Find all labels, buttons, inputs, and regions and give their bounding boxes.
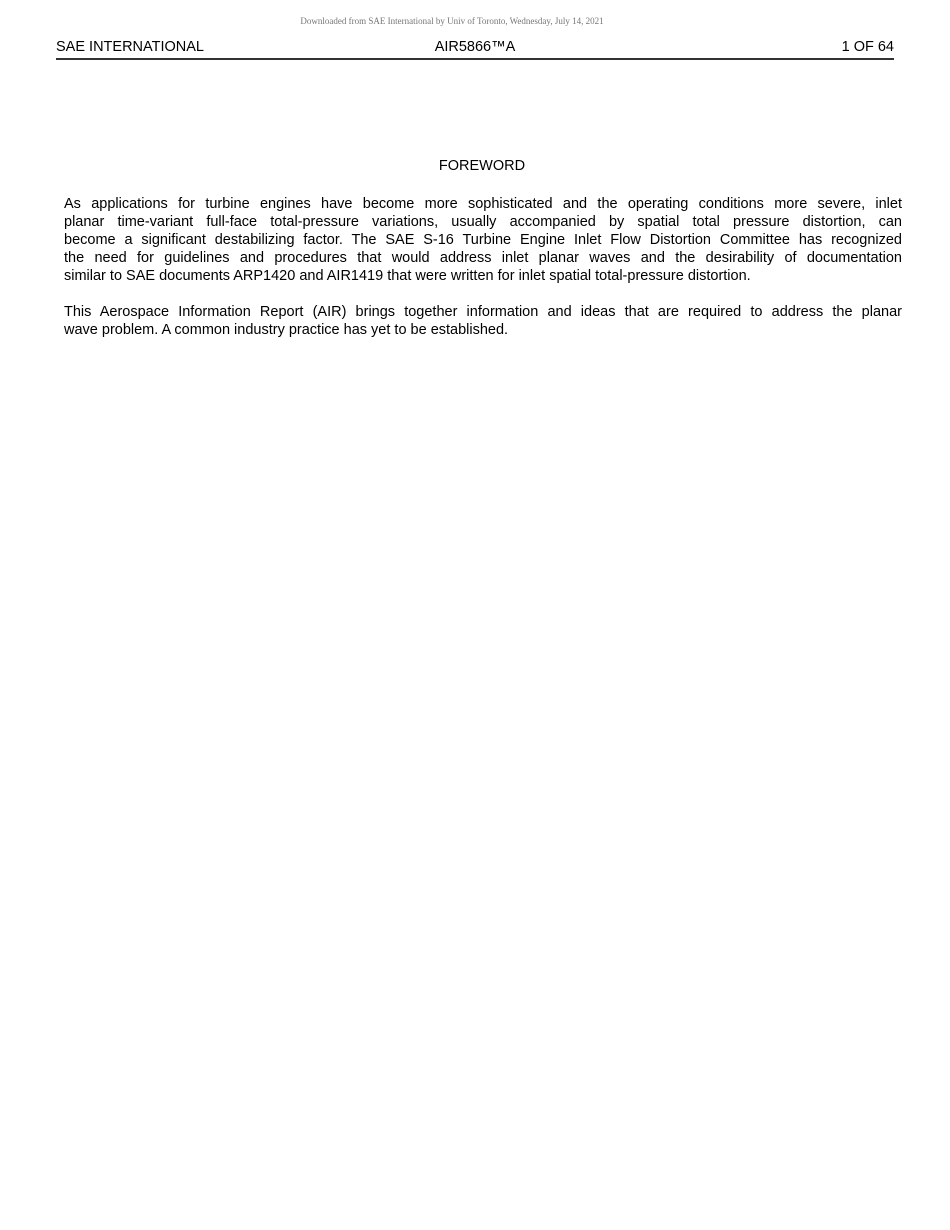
- page-number: 1 OF 64: [841, 39, 894, 55]
- text-line: As applications for turbine engines have become more sophisticated and the operating conditions more severe, inlet: [64, 196, 902, 212]
- text-line: the need for guidelines and procedures that would address inlet planar waves and the desirability of documentation: [64, 250, 902, 266]
- page-header: [56, 38, 894, 60]
- section-title: FOREWORD: [438, 158, 526, 174]
- publisher-name: SAE INTERNATIONAL: [56, 39, 204, 55]
- text-line: similar to SAE documents ARP1420 and AIR1419 that were written for inlet spatial total-pressure distortion.: [64, 268, 751, 284]
- foreword-paragraph-1: [64, 195, 902, 285]
- text-line: planar time-variant full-face total-pressure variations, usually accompanied by spatial total pressure distortion, can: [64, 214, 902, 230]
- document-number: AIR5866™A: [434, 39, 516, 55]
- text-line: This Aerospace Information Report (AIR) brings together information and ideas that are required to address the planar: [64, 304, 902, 320]
- text-line: become a significant destabilizing factor. The SAE S-16 Turbine Engine Inlet Flow Distortion Committee has recognized: [64, 232, 902, 248]
- download-notice: Downloaded from SAE International by Univ of Toronto, Wednesday, July 14, 2021: [300, 16, 604, 26]
- foreword-paragraph-2: [64, 303, 902, 339]
- text-line: wave problem. A common industry practice has yet to be established.: [64, 322, 509, 338]
